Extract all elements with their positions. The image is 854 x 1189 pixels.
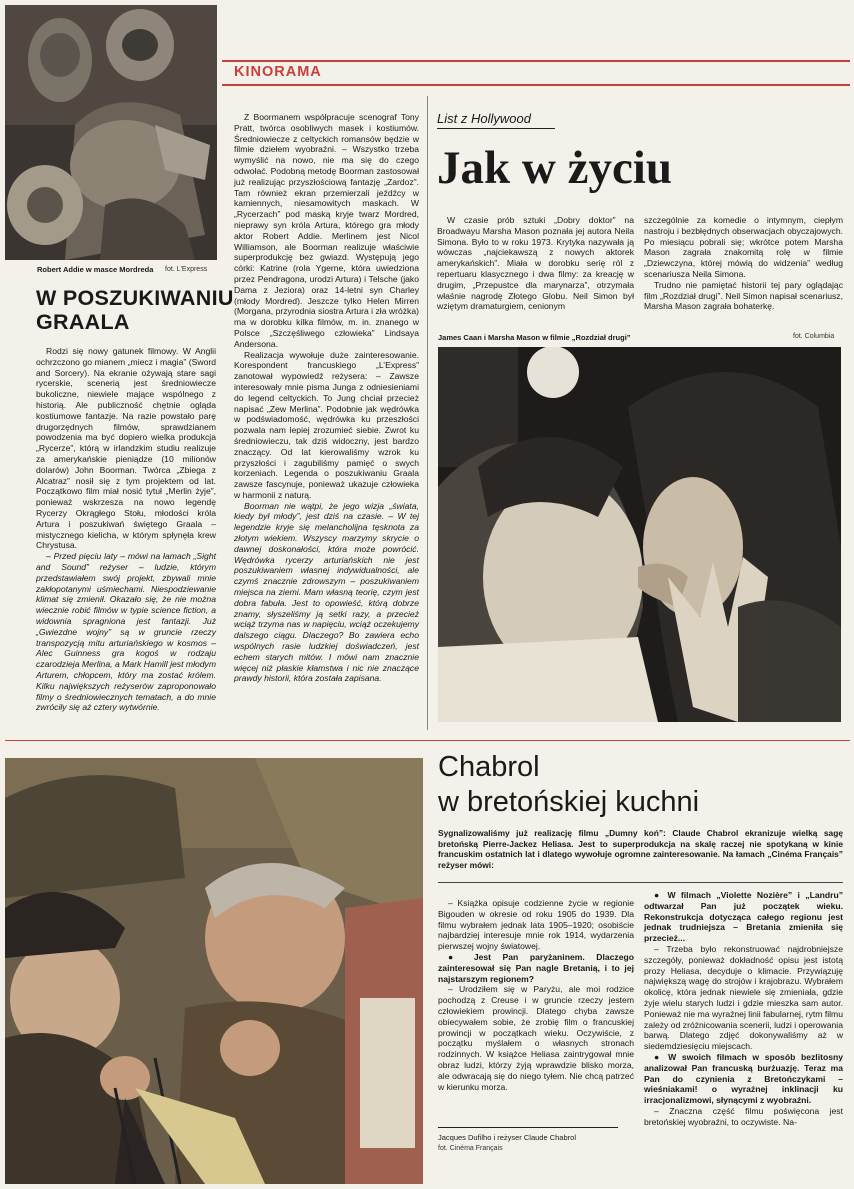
kiss-photo: [438, 347, 841, 722]
paragraph: Realizacja wywołuje duże zainteresowanie. Korespondent francuskiego „L’Express” zanotował wypowiedź reżysera: – Zawsze interesowały mnie pisma Junga z odniesieniami do legend celtyckich. To Jung chciał przecież napisać „Zew Merlina”. Podobnie jak wędrówka w podświadomość, wędrówka ku przeszłości pozwala nam lepiej zrozumieć siebie. Zwrot ku średniowieczu, tak dziś widoczny, jest bardzo znaczący. Od lat kierowaliśmy wzrok ku przyszłości i zagubiliśmy pamięć o swych korzeniach. Legenda o poszukiwaniu Graala zawsze fascynuje, ponieważ ukazuje człowieka w harmonii z naturą.: [234, 349, 419, 500]
paragraph: Boorman nie wątpi, że jego wizja „świata, kiedy był młody”, jest dziś na czasie. – W tej legendzie kryje się melancholijna tęsknota za złotym wiekiem. Wszyscy marzymy skrycie o dawnej doskonałości, która może powrócić. Wędrówka rycerzy arturiańskich nie jest poszukiwaniem własnej indywidualności, ale czymś znacznie zdrowszym – poszukiwaniem miejsca na ziemi. Mam własną teorię, czym jest dobra fabuła. Jest to opowieść, którą dobrze znamy, słyszeliśmy ją setki razy, a przecież wciąż trzyma nas w napięciu, wciąż oczekujemy dalszego ciągu. Dlaczego? Bo zawiera echo wspólnych rasie ludzkiej doświadczeń, jest echem starych mitów. I mówi nam znacznie więcej niż płaskie kłamstwa i nic nie znaczące prawdy historii, która została zapisana.: [234, 500, 419, 684]
paragraph: – Znaczna część filmu poświęcona jest bretońskiej wyobraźni, to oczywiste. Na-: [644, 1105, 843, 1127]
paragraph: W czasie prób sztuki „Dobry doktor” na Broadwayu Marsha Mason poznała jej autora Neila Simona. Było to w roku 1973. Krytyka nazywała ją wówczas „najciekawszą z nowych aktorek amerykańskich”. Miała w dorobku serię ról z repertuaru klasycznego i dwa filmy: za kreację w drugim, „Przepustce dla marynarza”, otrzymała właśnie nagrodę Złotego Globu. Neil Simon był wziętym dramaturgiem, cenionym: [437, 215, 634, 312]
chabrol-photo-credit: fot. Cinéma Français: [438, 1145, 503, 1152]
paragraph: – Urodziłem się w Paryżu, ale moi rodzice pochodzą z Creuse i w gruncie rzeczy jestem człowiekiem prowincji. Dlatego chyba zawsze obiecywałem sobie, że zrobię film o francuskiej prowincji w początkach wieku. Oczywiście, z początku myślałem o własnych stronach rodzinnych. W książce Heliasa zaintrygował mnie obraz ludzi, którzy żyją wprawdzie blisko morza, ale odwracają się do niego tyłem. Nie chcą patrzeć w kierunku morza.: [438, 984, 634, 1092]
article3-column-2: [644, 890, 843, 1128]
column-divider: [427, 96, 428, 730]
article3-title: [438, 750, 699, 820]
paragraph: Trudno nie pamiętać historii tej pary oglądając film „Rozdział drugi”. Neil Simon napisał scenariusz, Marsha Mason zagrała bohaterkę.: [644, 279, 843, 312]
question: ● W swoich filmach w sposób bezlitosny analizował Pan francuską burżuazję. Teraz ma Pan do czynienia z Bretończykami – wieśniakami! o wyraźnej inklinacji ku irracjonalizmowi, słynącymi z wyobraźni.: [644, 1051, 843, 1106]
paragraph: szczególnie za komedie o intymnym, ciepłym nastroju i bezbłędnych obserwacjach obyczajowych. Po miesiącu pobrali się; wkrótce potem Marsha Mason zagrała znakomitą rolę w filmie „Dziewczyna, której mówią do widzenia” według scenariusza Neila Simona.: [644, 215, 843, 279]
article3-column-1: [438, 898, 634, 1092]
title-line: Chabrol: [438, 751, 540, 783]
article2-column-1: [437, 215, 634, 312]
article3-lead: Sygnalizowaliśmy już realizację filmu „Dumny koń”: Claude Chabrol ekranizuje wielką sagę bretońską Pierre-Jackez Heliasa. Jest to superprodukcja na skalę raczej nie spotykaną w kinie francuskim ostatnich lat i dlatego wywołuje ogromne zainteresowanie. Na łamach „Cinéma Français” reżyser mówi:: [438, 828, 843, 870]
caption-rule: [438, 1127, 618, 1128]
article1-column-2: [234, 112, 419, 684]
article2-title: Jak w życiu: [437, 142, 672, 194]
article2-column-2: [644, 215, 843, 312]
article1-title: [36, 286, 234, 334]
mask-photo: [5, 5, 217, 260]
caption-text: Robert Addie w masce Mordreda: [37, 265, 154, 274]
lead-underline: [438, 882, 843, 883]
section-divider: [5, 740, 850, 741]
chabrol-photo: [5, 758, 423, 1184]
title-line: W POSZUKIWANIU: [36, 286, 234, 310]
paragraph: Z Boormanem współpracuje scenograf Tony Pratt, twórca osobliwych masek i kostiumów. Średniowiecze z celtyckich romansów będzie w filmie dziełem wyobraźni. – Wszystko trzeba wymyślić na nowo, nie ma się do czego odwołać. Podobną metodę Boorman zastosował już realizując przyszłościową fantazję „Zardoz”. Tam również ekran przemierzali jeźdźcy w kamiennych, niesamowitych maskach. W „Rycerzach” pod maską kryje twarz Mordred, nieprawy syn króla Artura, którego gra młody aktor Robert Addie. Merlinem jest Nicol Williamson, ale Boorman realizuje właściwie superprodukcję bez gwiazd. Występują jego córki: Katrine (rola Ygerne, która uwiedziona przez Pendragona, urodzi Artura) i Telsche (jako Dama z Jeziora) oraz 14-letni syn Charley (młody Mordred). Jeszcze tylko Helen Mirren (Morgana, przyrodnia siostra Artura i zła wróżka) ma w dorobku kilka filmów, m. in. znanego w Polsce „Szczęśliwego człowieka” Lindsaya Andersona.: [234, 112, 419, 349]
title-line: GRAALA: [36, 310, 130, 334]
mask-photo-credit: fot. L'Express: [165, 266, 208, 273]
kinorama-bottom-rule: [222, 84, 850, 86]
paragraph: – Przed pięciu laty – mówi na łamach „Sight and Sound” reżyser – ludzie, którym przedstawiałem swój projekt, zbywali mnie zakłopotanymi uśmiechami. Niespodziewanie klimat się zmienił. Okazało się, że nie można wiecznie robić filmów w typie science fiction, a widownia spragniona jest fantazji. Już „Gwiezdne wojny” są w gruncie rzeczy transpozycją mitu arturiańskiego w kosmos – Alec Guinness gra kogoś w rodzaju czarodzieja Merlina, a Mark Hamill jest młodym Arturem, chłopcem, który ma zostać królem. Kilku największych reżyserów zaproponowało filmy o średniowiecznych tematach, a do mnie zwróciły się aż cztery wytwórnie.: [36, 551, 216, 713]
kinorama-top-rule: [222, 60, 850, 62]
paragraph: Rodzi się nowy gatunek filmowy. W Anglii ochrzczono go mianem „miecz i magia” (Sword and Sorcery). Na ekranie ożywają stare sagi rycerskie, scenerią jest średniowiecze bukoliczne, niewiele mające wspólnego z historią. Ale publiczność chętnie ogląda kostiumowe fantazje. Na razie powstało parę drugorzędnych filmów, sprawdzianem powodzenia ma być dopiero wielka produkcja „Rycerze”, którą w irlandzkim studiu realizuje za amerykańskie pieniądze (10 milionów dolarów) John Boorman. Twórca „Zbiega z Alcatraz” nosił się z tym projektem od lat. Początkowo film miał nosić tytuł „Merlin żyje”, ponieważ wskrzesza na nowo legendę Rycerzy Okrągłego Stołu, młodości króla Artura i poszukiwań świętego Graala – mistycznego kielicha, w którym spłynęła krew Chrystusa.: [36, 346, 216, 551]
mask-photo-caption: [37, 265, 153, 274]
article1-column-1: [36, 346, 216, 713]
chabrol-photo-caption: Jacques Dufilho i reżyser Claude Chabrol: [438, 1133, 576, 1142]
question: ● Jest Pan paryżaninem. Dlaczego zainteresował się Pan nagle Bretanią, i to jej najstarszym regionem?: [438, 951, 634, 984]
title-line: w bretońskiej kuchni: [438, 786, 700, 818]
paragraph: – Książka opisuje codzienne życie w regionie Bigouden w okresie od roku 1905 do 1939. Dla filmu wybrałem jednak lata 1905–1920; osobiście najbardziej interesuje mnie rok 1914, wydarzenia pierwszej wojny światowej.: [438, 898, 634, 952]
question: ● W filmach „Violette Nozière” i „Landru” odtwarzał Pan już początek wieku. Rekonstrukcja dotycząca całego regionu jest jednak trudniejsza – Bretania zmieniła się przecież...: [644, 890, 843, 944]
kicker-underline: [437, 128, 555, 129]
section-label: KINORAMA: [234, 64, 322, 80]
kiss-photo-caption: James Caan i Marsha Mason w filmie „Rozdział drugi”: [438, 333, 631, 342]
article2-kicker: List z Hollywood: [437, 111, 531, 126]
paragraph: – Trzeba było rekonstruować najdrobniejsze szczegóły, ponieważ dokładność opisu jest istotą prozy Heliasa, decyduje o klimacie. Przywiązuję największą wagę do strojów i krajobrazu. Wybrałem okolicę, która jednak niewiele się zmieniała, gdzie żyje wielu starych ludzi i gdzie mieszka sam autor. Ponieważ nie ma wyraźnej linii fabularnej, rytm filmu zależy od zróżnicowania scenerii, ludzi i operowania barwą. Dlatego zdjęć dokonywaliśmy aż w siedemdziesięciu miejscach.: [644, 943, 843, 1052]
kiss-photo-credit: fot. Columbia: [793, 333, 835, 340]
